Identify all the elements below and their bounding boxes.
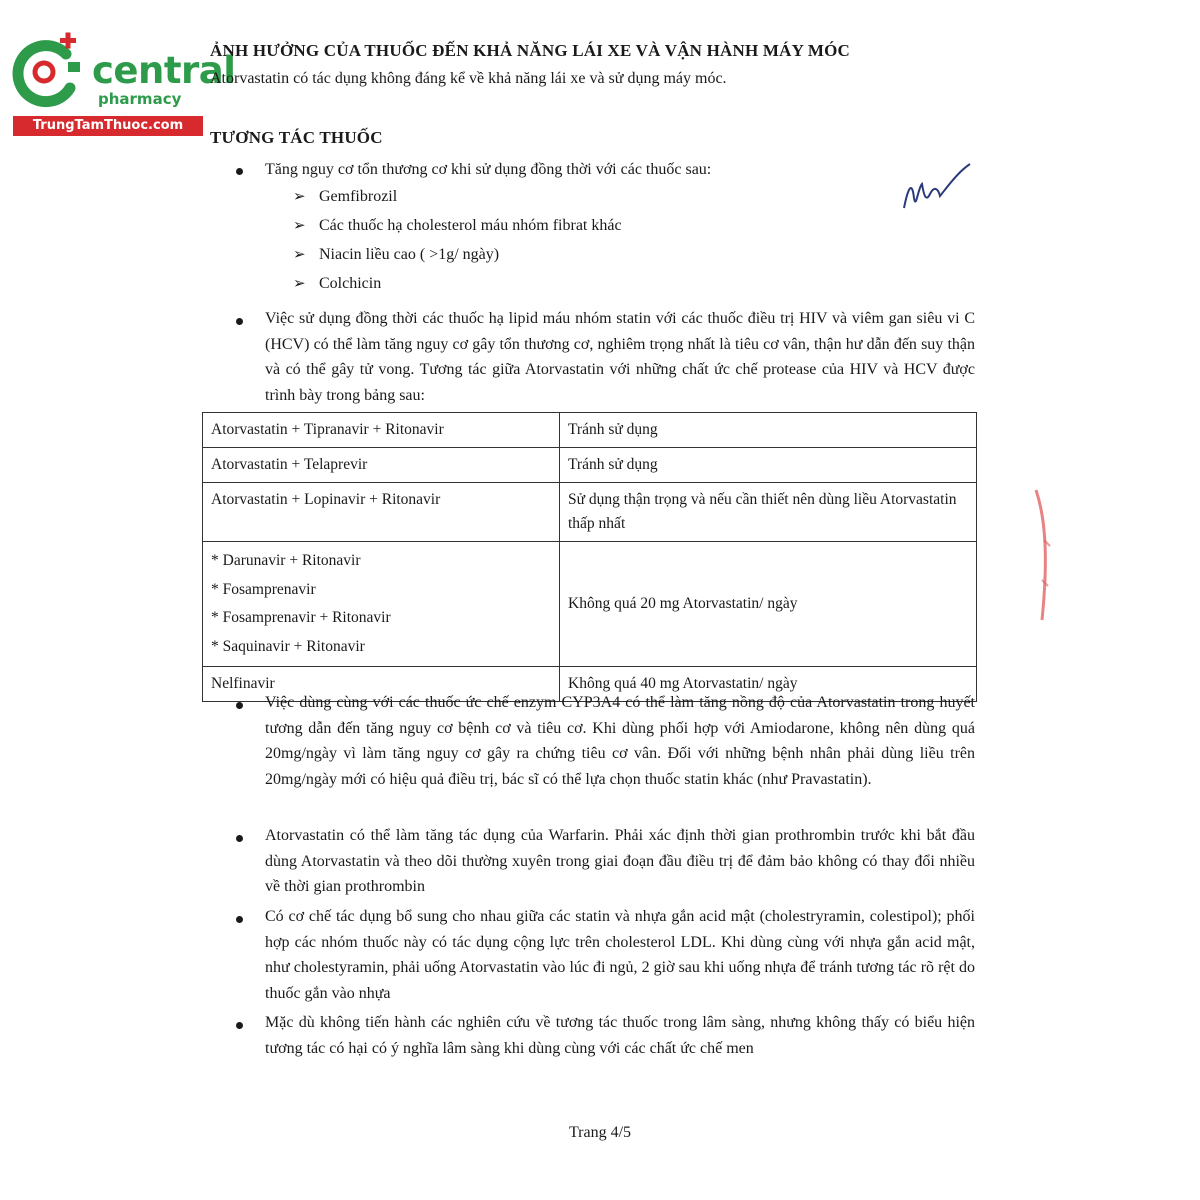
interaction-table (202, 412, 977, 702)
stamp-fragment-icon (1022, 480, 1062, 640)
drug-item (293, 187, 397, 206)
logo-brand-text: central (92, 49, 236, 92)
combo-line: * Fosamprenavir (211, 580, 316, 598)
table-cell-advice: Không quá 40 mg Atorvastatin/ ngày (560, 667, 977, 702)
table-cell-advice: Tránh sử dụng (560, 448, 977, 483)
page-number: Trang 4/5 (568, 1124, 632, 1141)
drug-name: Colchicin (319, 275, 382, 292)
drug-name: Các thuốc hạ cholesterol máu nhóm fibrat khác (319, 217, 622, 234)
arrow-bullet-icon: ➢ (293, 276, 306, 292)
combo-line: * Fosamprenavir + Ritonavir (211, 609, 391, 626)
arrow-bullet-icon: ➢ (293, 247, 306, 263)
bullet-warfarin: Atorvastatin có thể làm tăng tác dụng của Warfarin. Phải xác định thời gian prothrombin trước khi bắt đầu dùng Atorvastatin và theo dõi thường xuyên trong giai đoạn đầu điều trị để đảm bảo không có thay đổi nhiều về thời gian prothrombin (265, 827, 975, 896)
drug-item (293, 245, 499, 264)
bullet-bile-acid: Có cơ chế tác dụng bổ sung cho nhau giữa các statin và nhựa gắn acid mật (cholestryramin, colestipol); phối hợp các nhóm thuốc này có tác dụng cộng lực trên cholesterol LDL. Khi dùng cùng với nhựa gắn acid mật, như cholestyramin, phải uống Atorvastatin vào lúc đi ngủ, 2 giờ sau khi uống nhựa để tránh tương tác rõ rệt do thuốc gắn vào nhựa (265, 908, 975, 1003)
table-row (203, 483, 977, 542)
table-cell-combo: Atorvastatin + Lopinavir + Ritonavir (203, 483, 560, 542)
logo-sub-text: pharmacy (98, 90, 182, 108)
section-driving-text: Atorvastatin có tác dụng không đáng kể về khả năng lái xe và sử dụng máy móc. (210, 70, 727, 87)
table-cell-combo: Nelfinavir (203, 667, 560, 702)
table-row (203, 542, 977, 667)
drug-name: Gemfibrozil (319, 188, 398, 205)
bullet-hiv-hcv: Việc sử dụng đồng thời các thuốc hạ lipid máu nhóm statin với các thuốc điều trị HIV và viêm gan siêu vi C (HCV) có thể làm tăng nguy cơ gây tổn thương cơ, nghiêm trọng nhất là tiêu cơ vân, thận hư dẫn đến suy thận và có thể gây tử vong. Tương tác giữa Atorvastatin với những chất ức chế protease của HIV và HCV được trình bày trong bảng sau: (265, 310, 975, 405)
table-row (203, 448, 977, 483)
table-row (203, 413, 977, 448)
bullet-other-inhibitors: Mặc dù không tiến hành các nghiên cứu về tương tác thuốc trong lâm sàng, nhưng không thấy có biểu hiện tương tác có hại có ý nghĩa lâm sàng khi dùng cùng với các chất ức chế men (265, 1014, 975, 1057)
combo-line: * Darunavir + Ritonavir (211, 552, 361, 569)
central-pharmacy-logo-icon (8, 32, 88, 112)
drug-item (293, 274, 381, 293)
table-cell-advice: Tránh sử dụng (560, 413, 977, 448)
drug-name: Niacin liều cao ( >1g/ ngày) (319, 246, 500, 263)
logo-url-text: TrungTamThuoc.com (13, 116, 203, 136)
bullet-dot (236, 318, 243, 325)
table-cell-advice: Sử dụng thận trọng và nếu cần thiết nên dùng liều Atorvastatin thấp nhất (560, 483, 977, 542)
table-cell-combo: Atorvastatin + Telaprevir (203, 448, 560, 483)
arrow-bullet-icon: ➢ (293, 218, 306, 234)
bullet-dot (236, 916, 243, 923)
arrow-bullet-icon: ➢ (293, 189, 306, 205)
bullet-dot (236, 168, 243, 175)
section-interactions-title: TƯƠNG TÁC THUỐC (210, 128, 383, 147)
bullet-muscle-risk: Tăng nguy cơ tổn thương cơ khi sử dụng đồng thời với các thuốc sau: (265, 161, 712, 178)
combo-line: * Saquinavir + Ritonavir (211, 637, 365, 655)
bullet-dot (236, 702, 243, 709)
table-cell-combo: Atorvastatin + Tipranavir + Ritonavir (203, 413, 560, 448)
drug-item (293, 216, 622, 235)
section-driving-title: ẢNH HƯỞNG CỦA THUỐC ĐẾN KHẢ NĂNG LÁI XE VÀ VẬN HÀNH MÁY MÓC (210, 41, 851, 60)
table-cell-advice: Không quá 20 mg Atorvastatin/ ngày (560, 542, 977, 667)
brand-logo[interactable] (8, 32, 236, 144)
table-cell-combo-group (203, 542, 560, 667)
signature-icon (898, 158, 978, 218)
bullet-dot (236, 1022, 243, 1029)
bullet-dot (236, 835, 243, 842)
bullet-cyp3a4: Việc dùng cùng với các thuốc ức chế enzym CYP3A4 có thể làm tăng nồng độ của Atorvastatin trong huyết tương dẫn đến tăng nguy cơ bệnh cơ và tiêu cơ. Khi dùng phối hợp với Amiodarone, không nên dùng quá 20mg/ngày vì làm tăng nguy cơ gây ra chứng tiêu cơ vân. Đối với những bệnh nhân phải dùng liều trên 20mg/ngày mới có hiệu quả điều trị, bác sĩ có thể lựa chọn thuốc statin khác (như Pravastatin). (265, 694, 975, 789)
